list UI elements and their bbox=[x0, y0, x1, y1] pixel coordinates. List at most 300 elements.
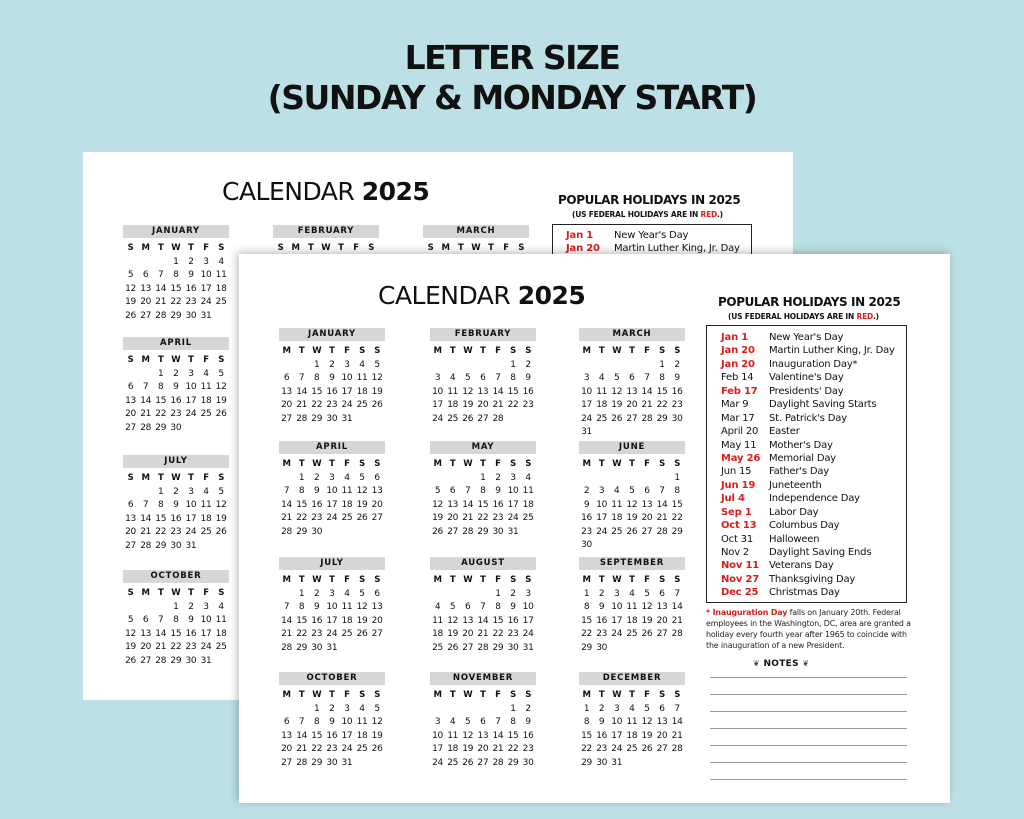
weekday-label: W bbox=[171, 473, 181, 483]
weekday-label: T bbox=[298, 575, 305, 585]
day-cell: 2 bbox=[598, 589, 605, 599]
day-cell: 3 bbox=[203, 602, 209, 612]
month-name: APRIL bbox=[123, 337, 229, 350]
day-cell bbox=[654, 757, 669, 770]
day-cell: 12 bbox=[626, 499, 638, 510]
day-cell: 23 bbox=[671, 400, 683, 411]
day-grid bbox=[123, 471, 229, 553]
day-cell: 12 bbox=[125, 283, 136, 294]
day-cell: 31 bbox=[522, 642, 534, 653]
day-cell: 4 bbox=[598, 373, 605, 384]
day-cell: 20 bbox=[656, 730, 668, 741]
day-cell: 16 bbox=[185, 283, 197, 294]
weekday-label: T bbox=[329, 575, 335, 585]
weekday-label: W bbox=[321, 243, 331, 253]
day-cell: 10 bbox=[611, 717, 623, 728]
day-cell: 1 bbox=[298, 589, 305, 599]
day-cell: 18 bbox=[596, 400, 608, 411]
day-cell: 17 bbox=[341, 730, 353, 741]
month-name: JULY bbox=[279, 557, 385, 570]
day-cell: 29 bbox=[311, 413, 323, 424]
day-cell: 11 bbox=[611, 499, 623, 510]
day-cell: 7 bbox=[674, 589, 680, 599]
day-cell: 7 bbox=[495, 373, 501, 384]
holiday-name: Veterans Day bbox=[769, 560, 834, 572]
day-cell: 8 bbox=[510, 373, 516, 384]
day-cell: 11 bbox=[626, 717, 638, 728]
day-cell: 15 bbox=[296, 615, 308, 626]
holiday-name: Easter bbox=[769, 426, 800, 438]
weekday-label: S bbox=[525, 346, 532, 356]
holiday-row bbox=[721, 331, 906, 344]
day-cell: 1 bbox=[583, 589, 590, 599]
month-june bbox=[579, 441, 685, 552]
day-cell bbox=[670, 539, 685, 552]
day-cell: 10 bbox=[432, 386, 443, 397]
day-cell: 18 bbox=[341, 499, 353, 510]
day-cell: 16 bbox=[492, 499, 504, 510]
day-cell: 15 bbox=[507, 386, 519, 397]
day-cell: 26 bbox=[356, 629, 368, 640]
weekday-label: M bbox=[141, 243, 150, 253]
month-name: JUNE bbox=[579, 441, 685, 454]
month-name: JULY bbox=[123, 455, 229, 468]
day-cell: 30 bbox=[326, 413, 338, 424]
day-cell: 12 bbox=[356, 486, 368, 497]
day-cell: 1 bbox=[173, 257, 179, 267]
day-cell: 31 bbox=[611, 757, 623, 768]
day-cell: 8 bbox=[314, 373, 320, 384]
holiday-name: Presidents' Day bbox=[769, 385, 844, 397]
weekday-label: T bbox=[629, 346, 635, 356]
day-cell: 13 bbox=[656, 602, 668, 613]
weekday-label: F bbox=[644, 575, 650, 585]
day-cell: 25 bbox=[215, 297, 227, 308]
day-cell: 22 bbox=[507, 744, 519, 755]
day-cell: 15 bbox=[155, 513, 167, 524]
day-cell: 8 bbox=[298, 602, 305, 613]
day-cell bbox=[654, 426, 669, 439]
day-cell: 22 bbox=[507, 400, 519, 411]
weekday-label: T bbox=[157, 473, 164, 483]
inauguration-footnote: * Inauguration Day falls on January 20th. Federal employees in the Washington, DC, area are granted a holiday every fourth year after 1965 to coincide with the inauguration of a new President. bbox=[706, 608, 911, 650]
weekday-label: W bbox=[171, 588, 181, 598]
day-cell: 4 bbox=[218, 602, 224, 612]
weekday-label: T bbox=[457, 243, 464, 253]
holiday-name: New Year's Day bbox=[614, 230, 689, 241]
day-cell: 8 bbox=[158, 500, 164, 511]
day-cell: 29 bbox=[477, 526, 489, 537]
day-cell: 10 bbox=[522, 602, 534, 613]
day-cell: 30 bbox=[170, 422, 182, 433]
day-cell: 19 bbox=[626, 513, 638, 524]
day-cell: 8 bbox=[158, 382, 164, 393]
weekday-label: T bbox=[188, 473, 194, 483]
day-cell: 16 bbox=[311, 499, 323, 510]
day-cell bbox=[624, 359, 639, 372]
day-cell: 3 bbox=[614, 704, 620, 714]
day-cell: 17 bbox=[432, 744, 443, 755]
day-cell: 6 bbox=[374, 473, 380, 483]
day-cell: 24 bbox=[507, 513, 519, 524]
day-cell: 28 bbox=[492, 413, 504, 424]
weekday-label: S bbox=[659, 690, 665, 700]
day-cell: 5 bbox=[614, 373, 620, 384]
day-cell: 11 bbox=[596, 386, 608, 397]
holiday-date: Jan 20 bbox=[721, 358, 755, 370]
day-cell: 17 bbox=[326, 499, 338, 510]
day-cell: 28 bbox=[140, 540, 152, 551]
day-cell: 4 bbox=[525, 473, 531, 483]
day-cell bbox=[153, 601, 168, 614]
weekday-label: T bbox=[629, 459, 635, 469]
day-cell: 24 bbox=[581, 413, 592, 424]
weekday-label: T bbox=[188, 355, 194, 365]
day-cell: 5 bbox=[644, 589, 650, 599]
weekday-label: F bbox=[203, 473, 209, 483]
weekday-label: F bbox=[344, 346, 350, 356]
day-grid bbox=[430, 457, 536, 539]
weekday-label: W bbox=[463, 690, 473, 700]
day-cell: 16 bbox=[522, 730, 534, 741]
day-cell: 24 bbox=[432, 413, 443, 424]
day-cell: 21 bbox=[281, 629, 292, 640]
day-cell: 5 bbox=[218, 487, 224, 497]
day-cell: 8 bbox=[583, 602, 590, 613]
day-cell: 22 bbox=[656, 400, 668, 411]
day-cell: 2 bbox=[314, 589, 320, 599]
weekday-label: W bbox=[312, 575, 322, 585]
day-cell: 7 bbox=[283, 602, 290, 613]
day-cell: 14 bbox=[462, 499, 474, 510]
weekday-label: T bbox=[488, 243, 494, 253]
day-cell bbox=[138, 368, 153, 381]
day-cell: 26 bbox=[215, 527, 227, 538]
day-cell: 14 bbox=[671, 602, 683, 613]
day-cell bbox=[370, 526, 385, 539]
day-cell: 14 bbox=[492, 386, 504, 397]
day-grid bbox=[430, 688, 536, 770]
day-cell bbox=[624, 757, 639, 770]
day-cell: 24 bbox=[341, 744, 353, 755]
holiday-row bbox=[721, 398, 906, 411]
day-cell: 25 bbox=[596, 413, 608, 424]
day-cell: 18 bbox=[626, 615, 638, 626]
weekday-label: W bbox=[463, 346, 473, 356]
day-cell: 29 bbox=[581, 757, 592, 768]
day-cell: 1 bbox=[674, 473, 680, 483]
day-cell: 28 bbox=[281, 526, 292, 537]
day-cell: 6 bbox=[659, 704, 665, 714]
weekday-label: W bbox=[312, 690, 322, 700]
day-cell: 20 bbox=[140, 297, 152, 308]
day-cell: 26 bbox=[462, 757, 474, 768]
day-cell: 19 bbox=[215, 395, 227, 406]
day-cell bbox=[624, 426, 639, 439]
day-cell bbox=[354, 757, 369, 770]
day-cell: 30 bbox=[671, 413, 683, 424]
holiday-date: Feb 14 bbox=[721, 372, 754, 384]
day-cell: 25 bbox=[447, 757, 459, 768]
day-cell: 13 bbox=[281, 386, 292, 397]
day-cell: 6 bbox=[142, 615, 149, 626]
day-cell: 6 bbox=[644, 486, 650, 497]
day-cell: 16 bbox=[522, 386, 534, 397]
day-cell: 18 bbox=[200, 395, 212, 406]
day-cell: 1 bbox=[314, 360, 320, 370]
day-cell bbox=[460, 703, 475, 716]
day-cell: 13 bbox=[140, 628, 152, 639]
day-cell: 9 bbox=[495, 486, 501, 497]
day-cell: 19 bbox=[462, 400, 474, 411]
day-cell: 31 bbox=[200, 310, 212, 321]
holiday-name: Mother's Day bbox=[769, 439, 833, 451]
day-cell: 27 bbox=[125, 540, 136, 551]
day-cell: 9 bbox=[188, 270, 194, 281]
weekday-label: S bbox=[525, 459, 532, 469]
weekday-label: S bbox=[277, 243, 284, 253]
day-cell: 3 bbox=[203, 257, 209, 267]
day-cell: 5 bbox=[465, 717, 471, 728]
day-cell: 28 bbox=[281, 642, 292, 653]
weekday-label: S bbox=[127, 473, 134, 483]
month-january bbox=[123, 225, 229, 323]
day-cell: 3 bbox=[525, 589, 531, 599]
holiday-name: Independence Day bbox=[769, 493, 860, 505]
day-cell: 23 bbox=[492, 513, 504, 524]
day-cell: 9 bbox=[188, 615, 194, 626]
month-july bbox=[279, 557, 385, 655]
day-cell bbox=[594, 539, 609, 552]
day-cell: 29 bbox=[311, 757, 323, 768]
day-cell: 20 bbox=[656, 615, 668, 626]
day-cell bbox=[609, 539, 624, 552]
weekday-label: M bbox=[433, 575, 442, 585]
day-cell: 10 bbox=[326, 486, 338, 497]
day-cell: 16 bbox=[596, 730, 608, 741]
day-grid bbox=[279, 344, 385, 426]
day-cell bbox=[123, 256, 138, 269]
month-october bbox=[279, 672, 385, 770]
day-cell bbox=[445, 588, 460, 601]
weekday-label: F bbox=[644, 346, 650, 356]
month-name: MAY bbox=[430, 441, 536, 454]
day-cell bbox=[639, 472, 654, 485]
day-cell: 16 bbox=[170, 513, 182, 524]
weekday-label: S bbox=[218, 588, 225, 598]
day-cell: 29 bbox=[296, 642, 308, 653]
headline-line-1: LETTER SIZE bbox=[404, 38, 620, 77]
weekday-label: T bbox=[338, 243, 344, 253]
weekday-label: T bbox=[307, 243, 314, 253]
month-may bbox=[430, 441, 536, 539]
day-cell: 1 bbox=[510, 360, 516, 370]
day-cell: 2 bbox=[329, 360, 335, 370]
day-cell: 10 bbox=[200, 270, 212, 281]
day-cell bbox=[579, 472, 594, 485]
day-cell: 1 bbox=[158, 369, 164, 379]
day-cell: 18 bbox=[356, 730, 368, 741]
month-july bbox=[123, 455, 229, 553]
month-name: JANUARY bbox=[123, 225, 229, 238]
day-cell: 6 bbox=[127, 500, 134, 511]
holiday-row bbox=[721, 533, 906, 546]
holiday-date: April 20 bbox=[721, 426, 759, 438]
day-cell: 12 bbox=[125, 628, 136, 639]
weekday-label: S bbox=[127, 355, 134, 365]
day-cell: 26 bbox=[447, 642, 459, 653]
day-cell: 15 bbox=[155, 395, 167, 406]
day-cell: 3 bbox=[344, 704, 350, 714]
day-cell: 27 bbox=[447, 526, 459, 537]
weekday-label: W bbox=[612, 690, 622, 700]
day-cell: 26 bbox=[356, 513, 368, 524]
day-cell bbox=[460, 359, 475, 372]
weekday-label: T bbox=[449, 459, 456, 469]
day-cell: 13 bbox=[125, 395, 136, 406]
day-cell: 8 bbox=[674, 486, 680, 497]
holiday-date: May 11 bbox=[721, 439, 757, 451]
day-cell: 17 bbox=[185, 395, 197, 406]
holiday-date: Sep 1 bbox=[721, 506, 752, 518]
day-cell: 4 bbox=[359, 704, 365, 714]
holiday-row bbox=[721, 573, 906, 586]
day-cell: 21 bbox=[477, 629, 489, 640]
day-cell: 3 bbox=[583, 373, 590, 384]
weekday-label: S bbox=[359, 459, 365, 469]
day-cell: 9 bbox=[329, 717, 335, 728]
day-cell: 10 bbox=[341, 717, 353, 728]
day-cell: 19 bbox=[447, 629, 459, 640]
day-cell: 24 bbox=[326, 513, 338, 524]
weekday-label: T bbox=[449, 346, 456, 356]
day-cell: 10 bbox=[326, 602, 338, 613]
day-cell: 2 bbox=[525, 704, 531, 714]
weekday-label: W bbox=[312, 459, 322, 469]
weekday-label: M bbox=[582, 346, 591, 356]
day-cell: 5 bbox=[449, 602, 456, 613]
day-cell: 24 bbox=[185, 409, 197, 420]
day-cell: 15 bbox=[507, 730, 519, 741]
holiday-row bbox=[566, 229, 751, 242]
day-cell: 19 bbox=[371, 730, 383, 741]
day-cell: 13 bbox=[125, 513, 136, 524]
day-cell: 19 bbox=[462, 744, 474, 755]
holiday-row bbox=[721, 519, 906, 532]
weekday-label: T bbox=[298, 346, 305, 356]
day-cell: 14 bbox=[140, 395, 152, 406]
day-cell: 4 bbox=[344, 473, 350, 483]
day-cell bbox=[430, 588, 445, 601]
month-name: OCTOBER bbox=[279, 672, 385, 685]
day-cell: 11 bbox=[356, 717, 368, 728]
weekday-label: W bbox=[471, 243, 481, 253]
day-cell: 18 bbox=[611, 513, 623, 524]
weekday-label: T bbox=[329, 459, 335, 469]
day-cell: 6 bbox=[283, 373, 290, 384]
day-cell: 6 bbox=[480, 373, 486, 384]
day-cell bbox=[609, 642, 624, 655]
day-cell: 1 bbox=[495, 589, 501, 599]
day-cell: 29 bbox=[656, 413, 668, 424]
day-cell: 31 bbox=[507, 526, 519, 537]
day-cell: 5 bbox=[374, 360, 380, 370]
day-cell: 21 bbox=[492, 744, 504, 755]
day-cell: 24 bbox=[326, 629, 338, 640]
day-cell: 1 bbox=[298, 473, 305, 483]
day-cell: 28 bbox=[477, 642, 489, 653]
holiday-name: Juneteenth bbox=[769, 479, 822, 491]
day-cell: 20 bbox=[371, 615, 383, 626]
holidays-subtitle: (US FEDERAL HOLIDAYS ARE IN RED.) bbox=[572, 210, 723, 219]
day-cell: 23 bbox=[170, 409, 182, 420]
holiday-date: Nov 27 bbox=[721, 573, 759, 585]
day-cell: 2 bbox=[173, 487, 179, 497]
day-cell: 16 bbox=[170, 395, 182, 406]
day-cell: 26 bbox=[125, 310, 136, 321]
day-cell: 5 bbox=[359, 589, 365, 599]
day-cell: 17 bbox=[200, 628, 212, 639]
day-cell: 24 bbox=[611, 744, 623, 755]
day-cell: 28 bbox=[155, 655, 167, 666]
weekday-label: T bbox=[480, 575, 486, 585]
day-cell: 28 bbox=[155, 310, 167, 321]
day-cell: 23 bbox=[522, 744, 534, 755]
day-cell: 3 bbox=[344, 360, 350, 370]
weekday-label: S bbox=[525, 690, 532, 700]
holiday-date: Jul 4 bbox=[721, 493, 745, 505]
day-cell bbox=[445, 359, 460, 372]
day-cell bbox=[579, 359, 594, 372]
day-cell: 27 bbox=[656, 744, 668, 755]
day-cell: 15 bbox=[477, 499, 489, 510]
day-cell: 8 bbox=[173, 615, 179, 626]
day-cell: 18 bbox=[200, 513, 212, 524]
day-cell: 16 bbox=[311, 615, 323, 626]
day-cell: 3 bbox=[434, 717, 441, 728]
holiday-name: Daylight Saving Ends bbox=[769, 547, 872, 558]
holiday-name: Labor Day bbox=[769, 506, 819, 518]
day-cell: 2 bbox=[329, 704, 335, 714]
day-cell bbox=[430, 472, 445, 485]
weekday-label: F bbox=[203, 355, 209, 365]
weekday-label: S bbox=[368, 243, 375, 253]
day-cell: 29 bbox=[492, 642, 504, 653]
day-cell bbox=[354, 642, 369, 655]
day-cell: 13 bbox=[140, 283, 152, 294]
day-cell: 10 bbox=[596, 499, 608, 510]
day-cell: 19 bbox=[356, 615, 368, 626]
day-cell: 2 bbox=[674, 360, 680, 370]
day-cell bbox=[670, 757, 685, 770]
day-cell: 12 bbox=[432, 499, 443, 510]
day-cell bbox=[370, 413, 385, 426]
month-name: SEPTEMBER bbox=[579, 557, 685, 570]
day-cell: 27 bbox=[626, 413, 638, 424]
day-cell: 5 bbox=[465, 373, 471, 384]
weekday-label: S bbox=[674, 459, 681, 469]
weekday-label: T bbox=[480, 690, 486, 700]
day-cell: 29 bbox=[671, 526, 683, 537]
day-cell: 13 bbox=[477, 386, 489, 397]
day-grid bbox=[579, 688, 685, 770]
holiday-date: Mar 9 bbox=[721, 399, 749, 411]
weekday-label: T bbox=[157, 355, 164, 365]
day-cell: 23 bbox=[596, 744, 608, 755]
holiday-name: St. Patrick's Day bbox=[769, 412, 847, 424]
day-cell: 2 bbox=[583, 486, 590, 497]
day-cell: 20 bbox=[626, 400, 638, 411]
